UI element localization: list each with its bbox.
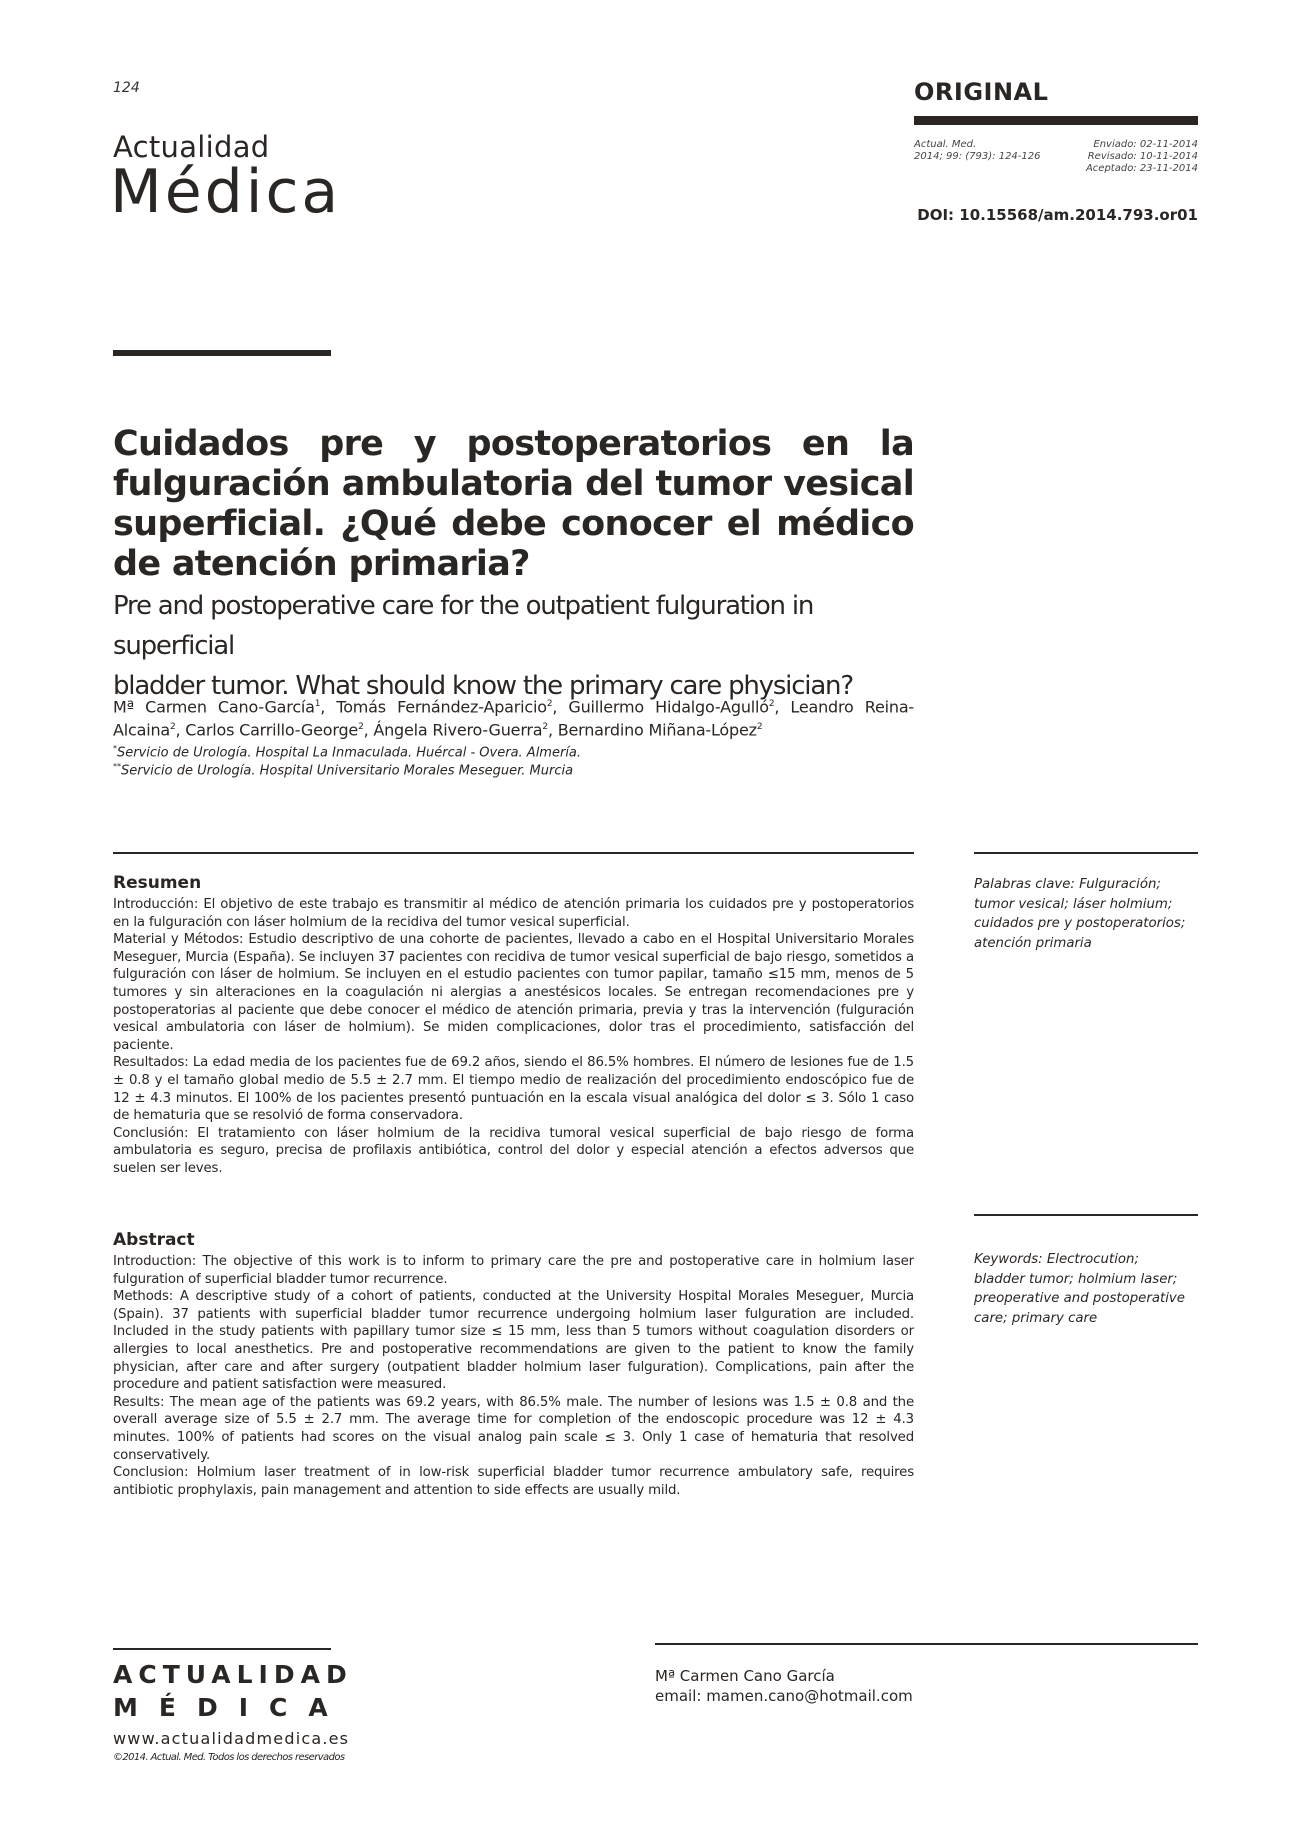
affiliation-mark: ** xyxy=(113,762,121,771)
keywords-english xyxy=(974,1250,1198,1328)
author-affil-mark: 2 xyxy=(542,722,548,733)
abstract-methods: Methods: A descriptive study of a cohort of patients, conducted at the University Hospital Morales Meseguer, Murcia (Spain). 37 patients with superficial bladder tumor recurrence undergoing holmium laser fulguration are included. Included in the study patients with papillary tumor size ≤ 15 mm, less than 5 tumors without coagulation disorders or allergies to local anesthetics. Pre and postoperative recommendations are given to the patient to know the family physician, after care and after surgery (outpatient bladder holmium laser fulguration). Complications, pain after the procedure and patient satisfaction were measured. xyxy=(113,1289,914,1393)
section-bar xyxy=(914,116,1198,125)
footer-website-link[interactable]: www.actualidadmedica.es xyxy=(113,1729,350,1748)
date-sent: Enviado: 02-11-2014 xyxy=(1093,139,1198,150)
citation xyxy=(914,139,1041,163)
author: , Tomás Fernández-Aparicio xyxy=(320,697,547,717)
keywords-line: Keywords: Electrocution; xyxy=(974,1252,1139,1267)
section-label: ORIGINAL xyxy=(914,78,1049,106)
keywords-line: tumor vesical; láser holmium; xyxy=(974,896,1173,912)
keywords-line: Palabras clave: Fulguración; xyxy=(974,877,1161,892)
article-title-english-line1: Pre and postoperative care for the outpatient fulguration in superficial xyxy=(113,591,814,661)
keywords-line: atención primaria xyxy=(974,935,1092,951)
resumen-results: Resultados: La edad media de los pacientes fue de 69.2 años, siendo el 86.5% hombres. El número de lesiones fue de 1.5 ± 0.8 y el tamaño global medio de 5.5 ± 2.7 mm. El tiempo medio de realización del procedimiento endoscópico fue de 12 ± 4.3 minutos. El 100% de los pacientes presentó puntuación en la escala visual analógica del dolor ≤ 3. Sólo 1 caso de hematuria que se resolvió de forma conservadora. xyxy=(113,1055,914,1124)
abstract-top-rule xyxy=(113,852,914,854)
keywords-spanish xyxy=(974,875,1198,953)
article-title-spanish: Cuidados pre y postoperatorios en la fulguración ambulatoria del tumor vesical superficial. ¿Qué debe conocer el médico de atención primaria? xyxy=(113,424,914,584)
keywords-line: cuidados pre y postoperatorios; xyxy=(974,916,1186,931)
author-affil-mark: 1 xyxy=(314,699,321,709)
author: , Bernardino Miñana-López xyxy=(547,720,757,740)
footer-logo-bottom: MÉDICA xyxy=(113,1693,349,1722)
author: , Leandro Reina-Alcaina xyxy=(113,697,914,740)
keywords-line: bladder tumor; holmium laser; xyxy=(974,1271,1178,1287)
author-affil-mark: 2 xyxy=(169,722,176,733)
title-divider xyxy=(113,350,331,356)
resumen-intro: Introducción: El objetivo de este trabajo es transmitir al médico de atención primaria los cuidados pre y postoperatorios en la fulguración con láser holmium de la recidiva del tumor vesical superficial. xyxy=(113,897,914,930)
keywords-line: care; primary care xyxy=(974,1310,1098,1326)
abstract-heading: Abstract xyxy=(113,1230,195,1250)
author-affil-mark: 2 xyxy=(358,722,364,733)
citation-journal: Actual. Med. xyxy=(914,139,977,150)
keywords-top-rule xyxy=(974,852,1198,854)
journal-logo-bottom: Médica xyxy=(110,157,342,227)
affiliation-mark: * xyxy=(113,744,117,753)
corresponding-email-link[interactable]: email: mamen.cano@hotmail.com xyxy=(655,1687,913,1705)
date-accepted: Aceptado: 23-11-2014 xyxy=(1085,163,1198,174)
resumen-body xyxy=(113,896,914,1178)
footer-rule-right xyxy=(655,1643,1198,1645)
corresponding-author xyxy=(655,1666,913,1706)
article-title-english-line2: bladder tumor. What should know the primary care physician? xyxy=(113,671,853,701)
keywords-line: preoperative and postoperative xyxy=(974,1291,1185,1306)
author: , Guillermo Hidalgo-Agulló xyxy=(552,697,769,717)
author: Mª Carmen Cano-García xyxy=(113,697,315,717)
author-affil-mark: 2 xyxy=(756,722,763,733)
citation-volume: 2014; 99: (793): 124-126 xyxy=(914,151,1041,162)
author: , Ángela Rivero-Guerra xyxy=(363,720,543,740)
abstract-conclusion: Conclusion: Holmium laser treatment of in low-risk superficial bladder tumor recurrence ambulatory safe, requires antibiotic prophylaxis, pain management and attention to side effects are usually mild. xyxy=(113,1465,914,1498)
footer-copyright: ©2014. Actual. Med. Todos los derechos reservados xyxy=(113,1752,345,1763)
abstract-body xyxy=(113,1253,914,1499)
affiliation-text: Servicio de Urología. Hospital La Inmaculada. Huércal - Overa. Almería. xyxy=(117,745,582,761)
resumen-methods: Material y Métodos: Estudio descriptivo de una cohorte de pacientes, llevado a cabo en el Hospital Universitario Morales Meseguer, Murcia (España). Se incluyen 37 pacientes con recidiva de tumor vesical superficial de bajo riesgo, sometidos a fulguración con láser de holmium. Se incluyen en el estudio pacientes con tumor papilar, tamaño ≤15 mm, menos de 5 tumores y sin alteraciones en la coagulación ni alergias a anestésicos locales. Se entregan recomendaciones pre y postoperatorias al paciente que debe conocer el médico de atención primaria, previa y tras la intervención (fulguración vesical ambulatoria con láser de holmium). Se miden complicaciones, dolor tras el procedimiento, satisfacción del paciente. xyxy=(113,932,914,1053)
keywords-en-rule xyxy=(974,1214,1198,1216)
author-affil-mark: 2 xyxy=(546,699,553,709)
abstract-results: Results: The mean age of the patients was 69.2 years, with 86.5% male. The number of lesions was 1.5 ± 0.8 and the overall average size of 5.5 ± 2.7 mm. The average time for completion of the endoscopic procedure was 12 ± 4.3 minutes. 100% of patients had scores on the visual analog pain scale ≤ 3. Only 1 case of hematuria that resolved conservatively. xyxy=(113,1394,914,1463)
date-revised: Revisado: 10-11-2014 xyxy=(1087,151,1198,162)
resumen-heading: Resumen xyxy=(113,873,202,893)
affiliation-text: Servicio de Urología. Hospital Universitario Morales Meseguer. Murcia xyxy=(121,763,574,779)
journal-logo-top: Actualidad xyxy=(113,130,270,164)
author: , Carlos Carrillo-George xyxy=(175,720,359,740)
affiliation-2 xyxy=(113,758,914,779)
footer-logo-top: ACTUALIDAD xyxy=(113,1660,353,1689)
author-list xyxy=(113,694,914,741)
page-number: 124 xyxy=(113,80,140,96)
author-affil-mark: 2 xyxy=(768,699,775,709)
footer-rule-left xyxy=(113,1648,331,1650)
submission-dates xyxy=(1086,139,1198,175)
doi: DOI: 10.15568/am.2014.793.or01 xyxy=(917,206,1198,224)
resumen-conclusion: Conclusión: El tratamiento con láser holmium de la recidiva tumoral vesical superficial de bajo riesgo de forma ambulatoria es seguro, precisa de profilaxis antibiótica, control del dolor y especial atención a efectos adversos que suelen ser leves. xyxy=(113,1125,914,1176)
article-title-english xyxy=(113,586,914,706)
corresponding-name: Mª Carmen Cano García xyxy=(655,1667,835,1685)
abstract-intro: Introduction: The objective of this work is to inform to primary care the pre and postoperative care in holmium laser fulguration of superficial bladder tumor recurrence. xyxy=(113,1254,914,1287)
